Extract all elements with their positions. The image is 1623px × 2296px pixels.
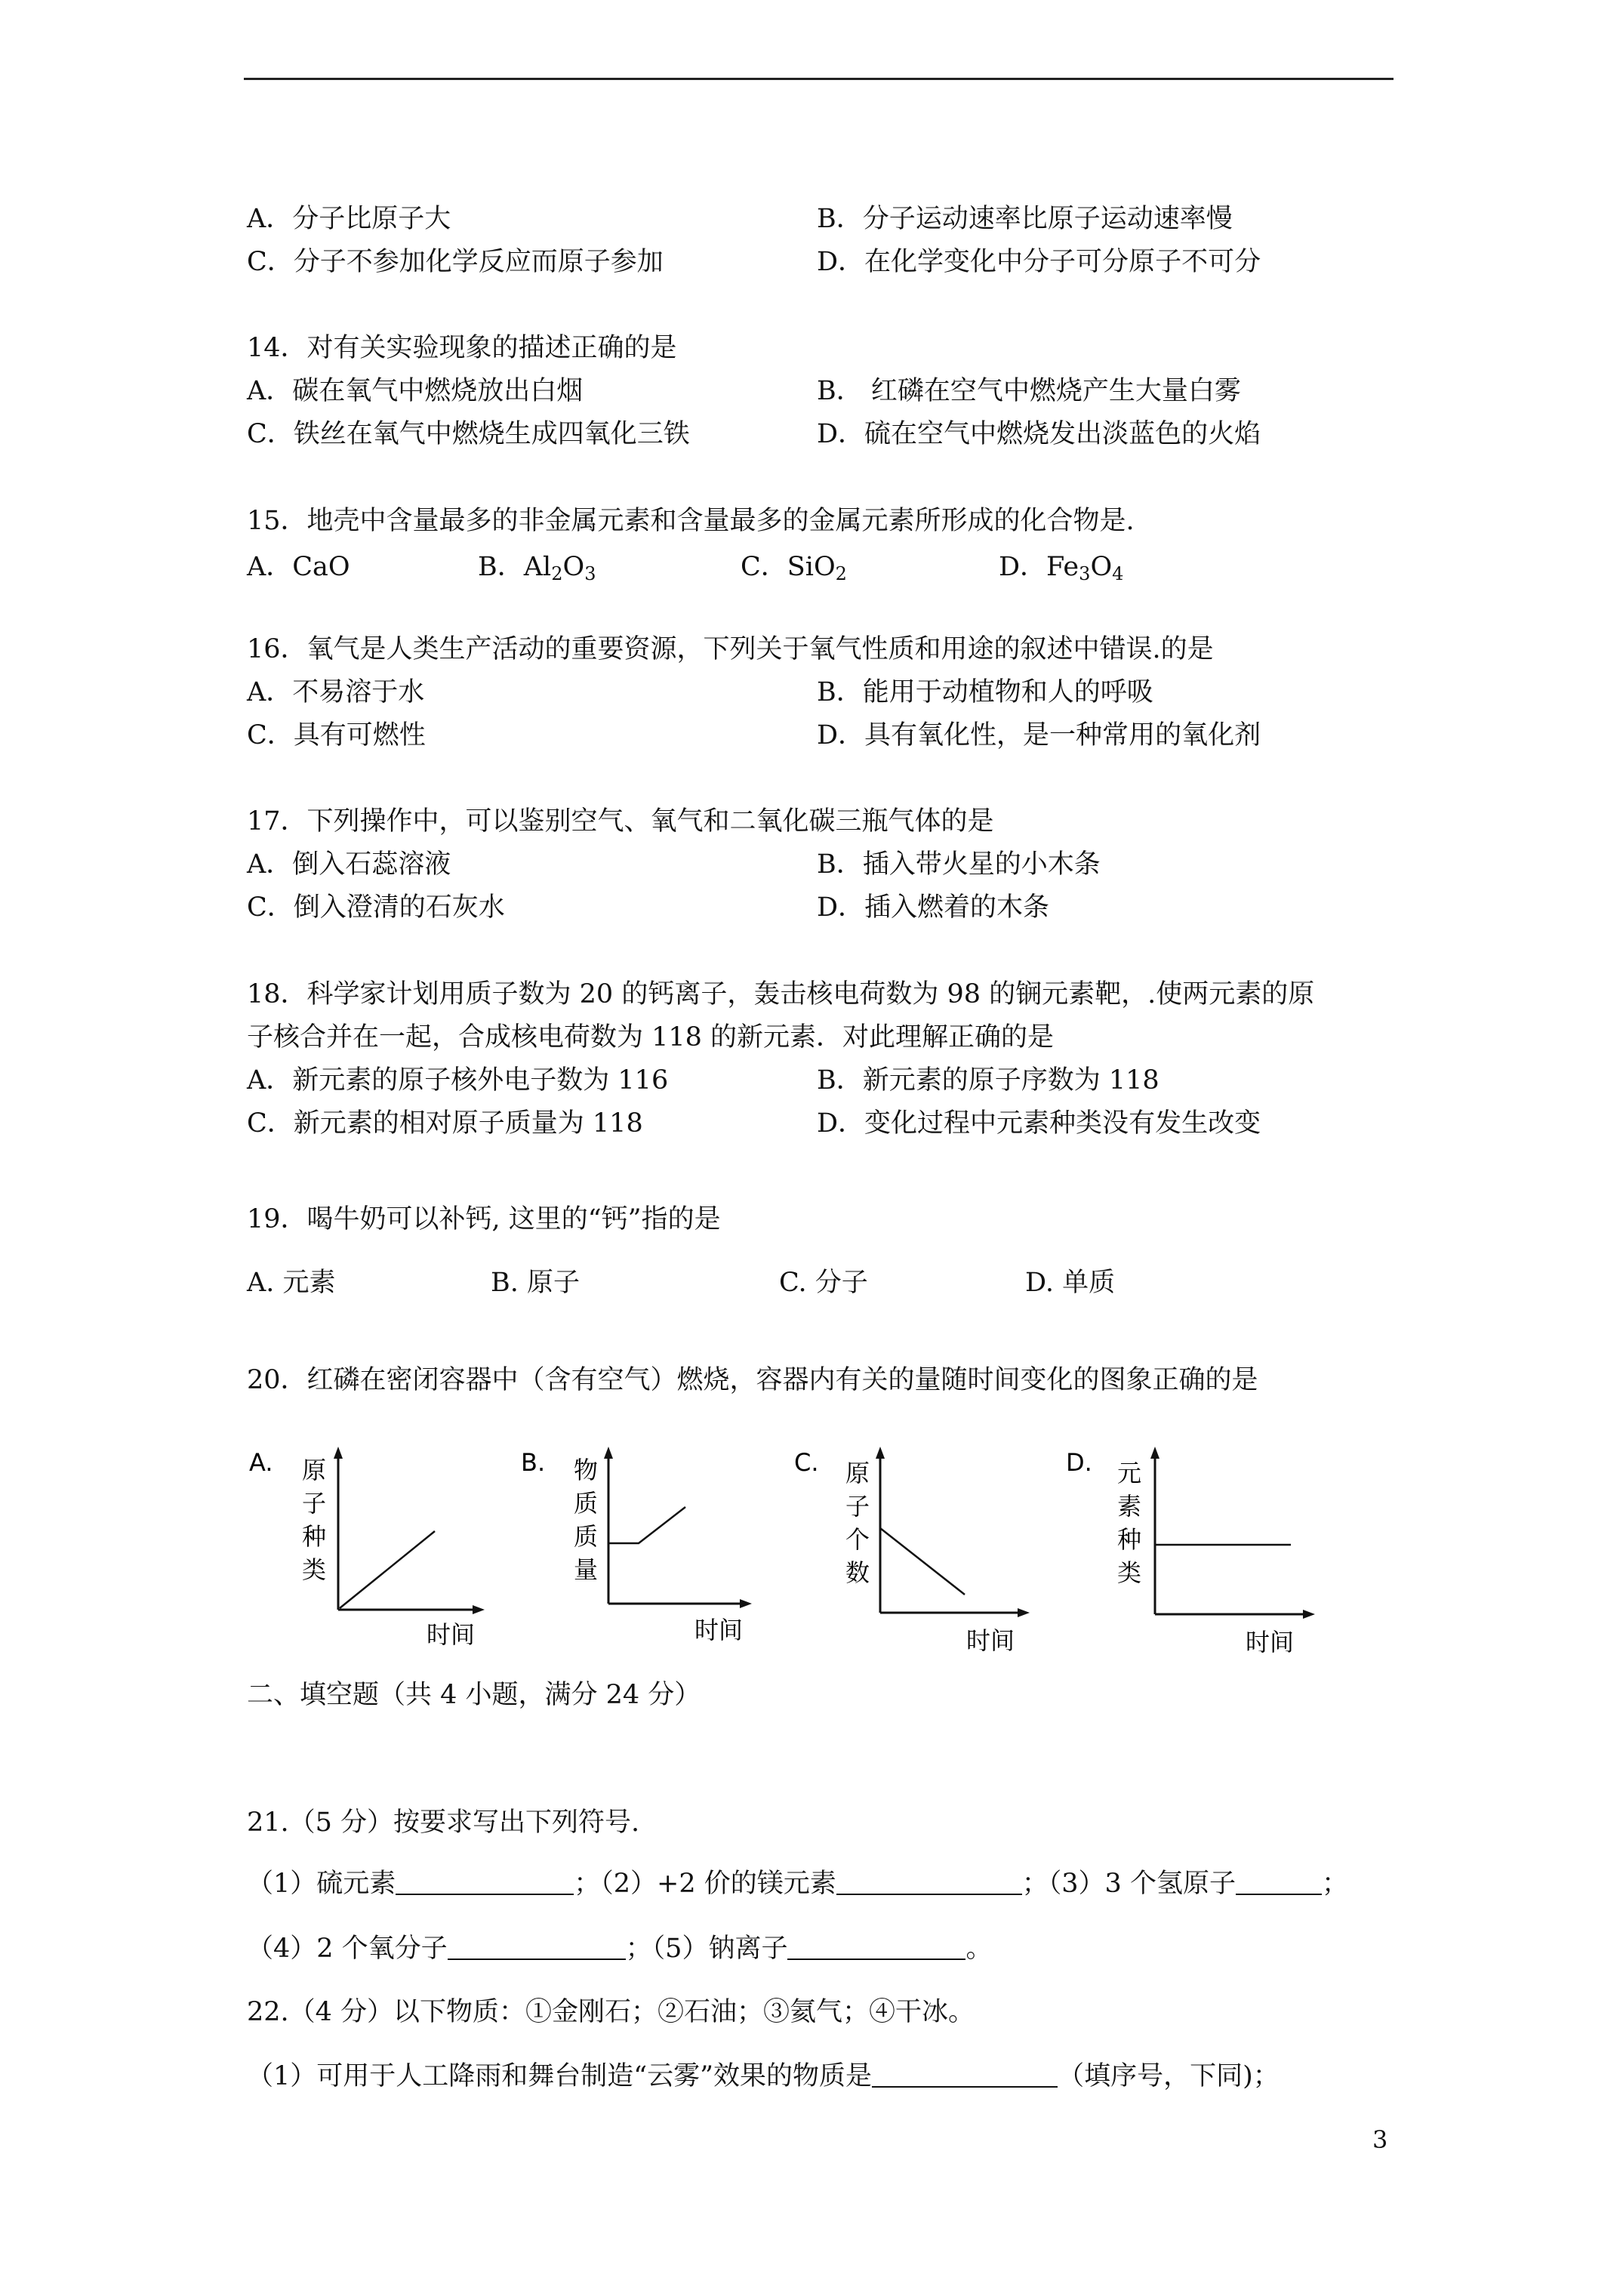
q21-line2: （4）2 个氧分子 ；（5）钠离子 。 (247, 1934, 993, 1964)
q17-option-b: B．插入带火星的小木条 (817, 849, 1101, 880)
q18-option-c: C．新元素的相对原子质量为 118 (247, 1108, 643, 1139)
q20-stem: 20．红磷在密闭容器中（含有空气）燃烧，容器内有关的量随时间变化的图象正确的是 (247, 1365, 1258, 1395)
q20-graph-a-x-arrow (473, 1605, 485, 1614)
q20-graph-b-xlabel: 时间 (694, 1616, 744, 1644)
q20-graph-a-option: A. (249, 1448, 273, 1477)
q19-stem: 19．喝牛奶可以补钙, 这里的“钙”指的是 (247, 1204, 721, 1234)
q15-option-d: D．$Fe_3O_4$ (999, 552, 1124, 584)
q14-option-c: C．铁丝在氧气中燃烧生成四氧化三铁 (247, 419, 690, 449)
q20-graph-d-ylabel-3: 种 (1117, 1525, 1142, 1554)
q17-option-a: A．倒入石蕊溶液 (247, 849, 451, 880)
q16-option-c: C．具有可燃性 (247, 720, 426, 750)
q14-option-d: D．硫在空气中燃烧发出淡蓝色的火焰 (817, 419, 1261, 449)
q17-option-c: C．倒入澄清的石灰水 (247, 892, 505, 923)
q20-graph-a-ylabel-3: 种 (302, 1522, 327, 1551)
q14-option-a: A．碳在氧气中燃烧放出白烟 (247, 376, 584, 406)
q13-option-c: C．分子不参加化学反应而原子参加 (247, 247, 664, 277)
q15-option-a: A．CaO (247, 552, 350, 582)
q13-option-d: D．在化学变化中分子可分原子不可分 (817, 247, 1261, 277)
q22-blank-1[interactable] (872, 2063, 1058, 2088)
q16-option-d: D．具有氧化性，是一种常用的氧化剂 (817, 720, 1261, 750)
q18-stem-line1: 18．科学家计划用质子数为 20 的钙离子，轰击核电荷数为 98 的锎元素靶，.使两元素的原 (247, 979, 1315, 1009)
q20-graph-a-ylabel-4: 类 (302, 1555, 327, 1584)
q20-graph-c-y-arrow (876, 1447, 885, 1459)
q20-graph-b-ylabel-3: 质 (574, 1522, 599, 1551)
q20-graph-b-curve (608, 1507, 685, 1543)
q17-option-d: D．插入燃着的木条 (817, 892, 1050, 923)
q20-graph-d-y-arrow (1150, 1447, 1160, 1459)
q20-graph-d-ylabel-1: 元 (1117, 1459, 1142, 1487)
q22-stem: 22.（4 分）以下物质：①金刚石；②石油；③氦气；④干冰。 (247, 1997, 975, 2027)
q18-option-d: D．变化过程中元素种类没有发生改变 (817, 1108, 1261, 1139)
q14-stem: 14．对有关实验现象的描述正确的是 (247, 333, 677, 363)
q22-line1: （1）可用于人工降雨和舞台制造“云雾”效果的物质是 （填序号，下同)； (247, 2061, 1280, 2091)
q20-graph-d-ylabel-2: 素 (1117, 1492, 1142, 1521)
q20-graph-d-xlabel: 时间 (1246, 1628, 1295, 1657)
q15-option-c: C．SiO$_2$ (741, 552, 847, 584)
q20-graph-d-ylabel-4: 类 (1117, 1558, 1142, 1587)
q20-graph-d-option: D. (1066, 1448, 1092, 1477)
q21-blank-5[interactable] (787, 1936, 965, 1960)
q15-option-b: B．$Al_2O_3$ (478, 552, 596, 584)
q20-graph-b-ylabel-1: 物 (574, 1456, 599, 1484)
q20-graph-b-ylabel-4: 量 (574, 1555, 599, 1584)
q20-graph-a-ylabel-2: 子 (302, 1489, 327, 1518)
q20-graph-a-xlabel: 时间 (427, 1620, 476, 1649)
q20-graph-b-x-arrow (740, 1599, 752, 1608)
q21-blank-4[interactable] (448, 1936, 626, 1960)
q20-graph-a-y-arrow (334, 1447, 343, 1459)
section-heading-fill-in: 二、填空题（共 4 小题，满分 24 分） (247, 1680, 701, 1710)
q20-graph-a-curve (340, 1531, 435, 1608)
q20-graph-d-x-arrow (1303, 1610, 1315, 1619)
q21-blank-3[interactable] (1236, 1871, 1322, 1895)
q20-graph-d (1057, 1442, 1329, 1669)
q21-stem: 21.（5 分）按要求写出下列符号. (247, 1808, 640, 1838)
q20-graph-a (242, 1442, 483, 1669)
q20-graph-b-option: B. (521, 1448, 546, 1477)
q15-stem: 15．地壳中含量最多的非金属元素和含量最多的金属元素所形成的化合物是. (247, 506, 1135, 536)
q13-option-b: B．分子运动速率比原子运动速率慢 (817, 204, 1233, 234)
q18-option-b: B．新元素的原子序数为 118 (817, 1065, 1160, 1096)
q20-graph-a-ylabel-1: 原 (302, 1456, 327, 1484)
q19-option-c: C. 分子 (779, 1268, 868, 1298)
q20-graph-b-ylabel-2: 质 (574, 1489, 599, 1518)
q16-option-b: B．能用于动植物和人的呼吸 (817, 677, 1153, 707)
q21-line1: （1）硫元素 ；（2）+2 价的镁元素 ；（3）3 个氢原子 ； (247, 1869, 1348, 1899)
q20-graph-c-ylabel-3: 个 (845, 1525, 870, 1554)
q20-graph-c-option: C. (794, 1448, 819, 1477)
q21-blank-1[interactable] (396, 1871, 574, 1895)
q20-graph-b (519, 1442, 761, 1669)
q20-graph-c-ylabel-4: 数 (845, 1558, 870, 1587)
q14-option-b: B． 红磷在空气中燃烧产生大量白雾 (817, 376, 1241, 406)
q16-stem: 16．氧气是人类生产活动的重要资源，下列关于氧气性质和用途的叙述中错误.的是 (247, 634, 1214, 664)
q20-graph-c-ylabel-1: 原 (845, 1459, 870, 1487)
q17-stem: 17．下列操作中，可以鉴别空气、氧气和二氧化碳三瓶气体的是 (247, 806, 994, 837)
q19-option-b: B. 原子 (491, 1268, 580, 1298)
q19-option-a: A. 元素 (247, 1268, 336, 1298)
q21-blank-2[interactable] (836, 1871, 1022, 1895)
header-rule (244, 78, 1394, 80)
q16-option-a: A．不易溶于水 (247, 677, 425, 707)
q20-graph-c-xlabel: 时间 (966, 1626, 1015, 1655)
q18-stem-line2: 子核合并在一起，合成核电荷数为 118 的新元素．对此理解正确的是 (247, 1022, 1055, 1052)
q20-graph-b-y-arrow (604, 1447, 613, 1459)
q18-option-a: A．新元素的原子核外电子数为 116 (247, 1065, 669, 1096)
q20-graph-c-x-arrow (1018, 1608, 1030, 1617)
q20-graph-c-ylabel-2: 子 (845, 1492, 870, 1521)
q13-option-a: A．分子比原子大 (247, 204, 451, 234)
q20-graph-c (785, 1442, 1042, 1669)
q19-option-d: D. 单质 (1025, 1268, 1116, 1298)
page-number: 3 (1372, 2125, 1388, 2154)
q20-graph-c-curve (880, 1528, 965, 1595)
